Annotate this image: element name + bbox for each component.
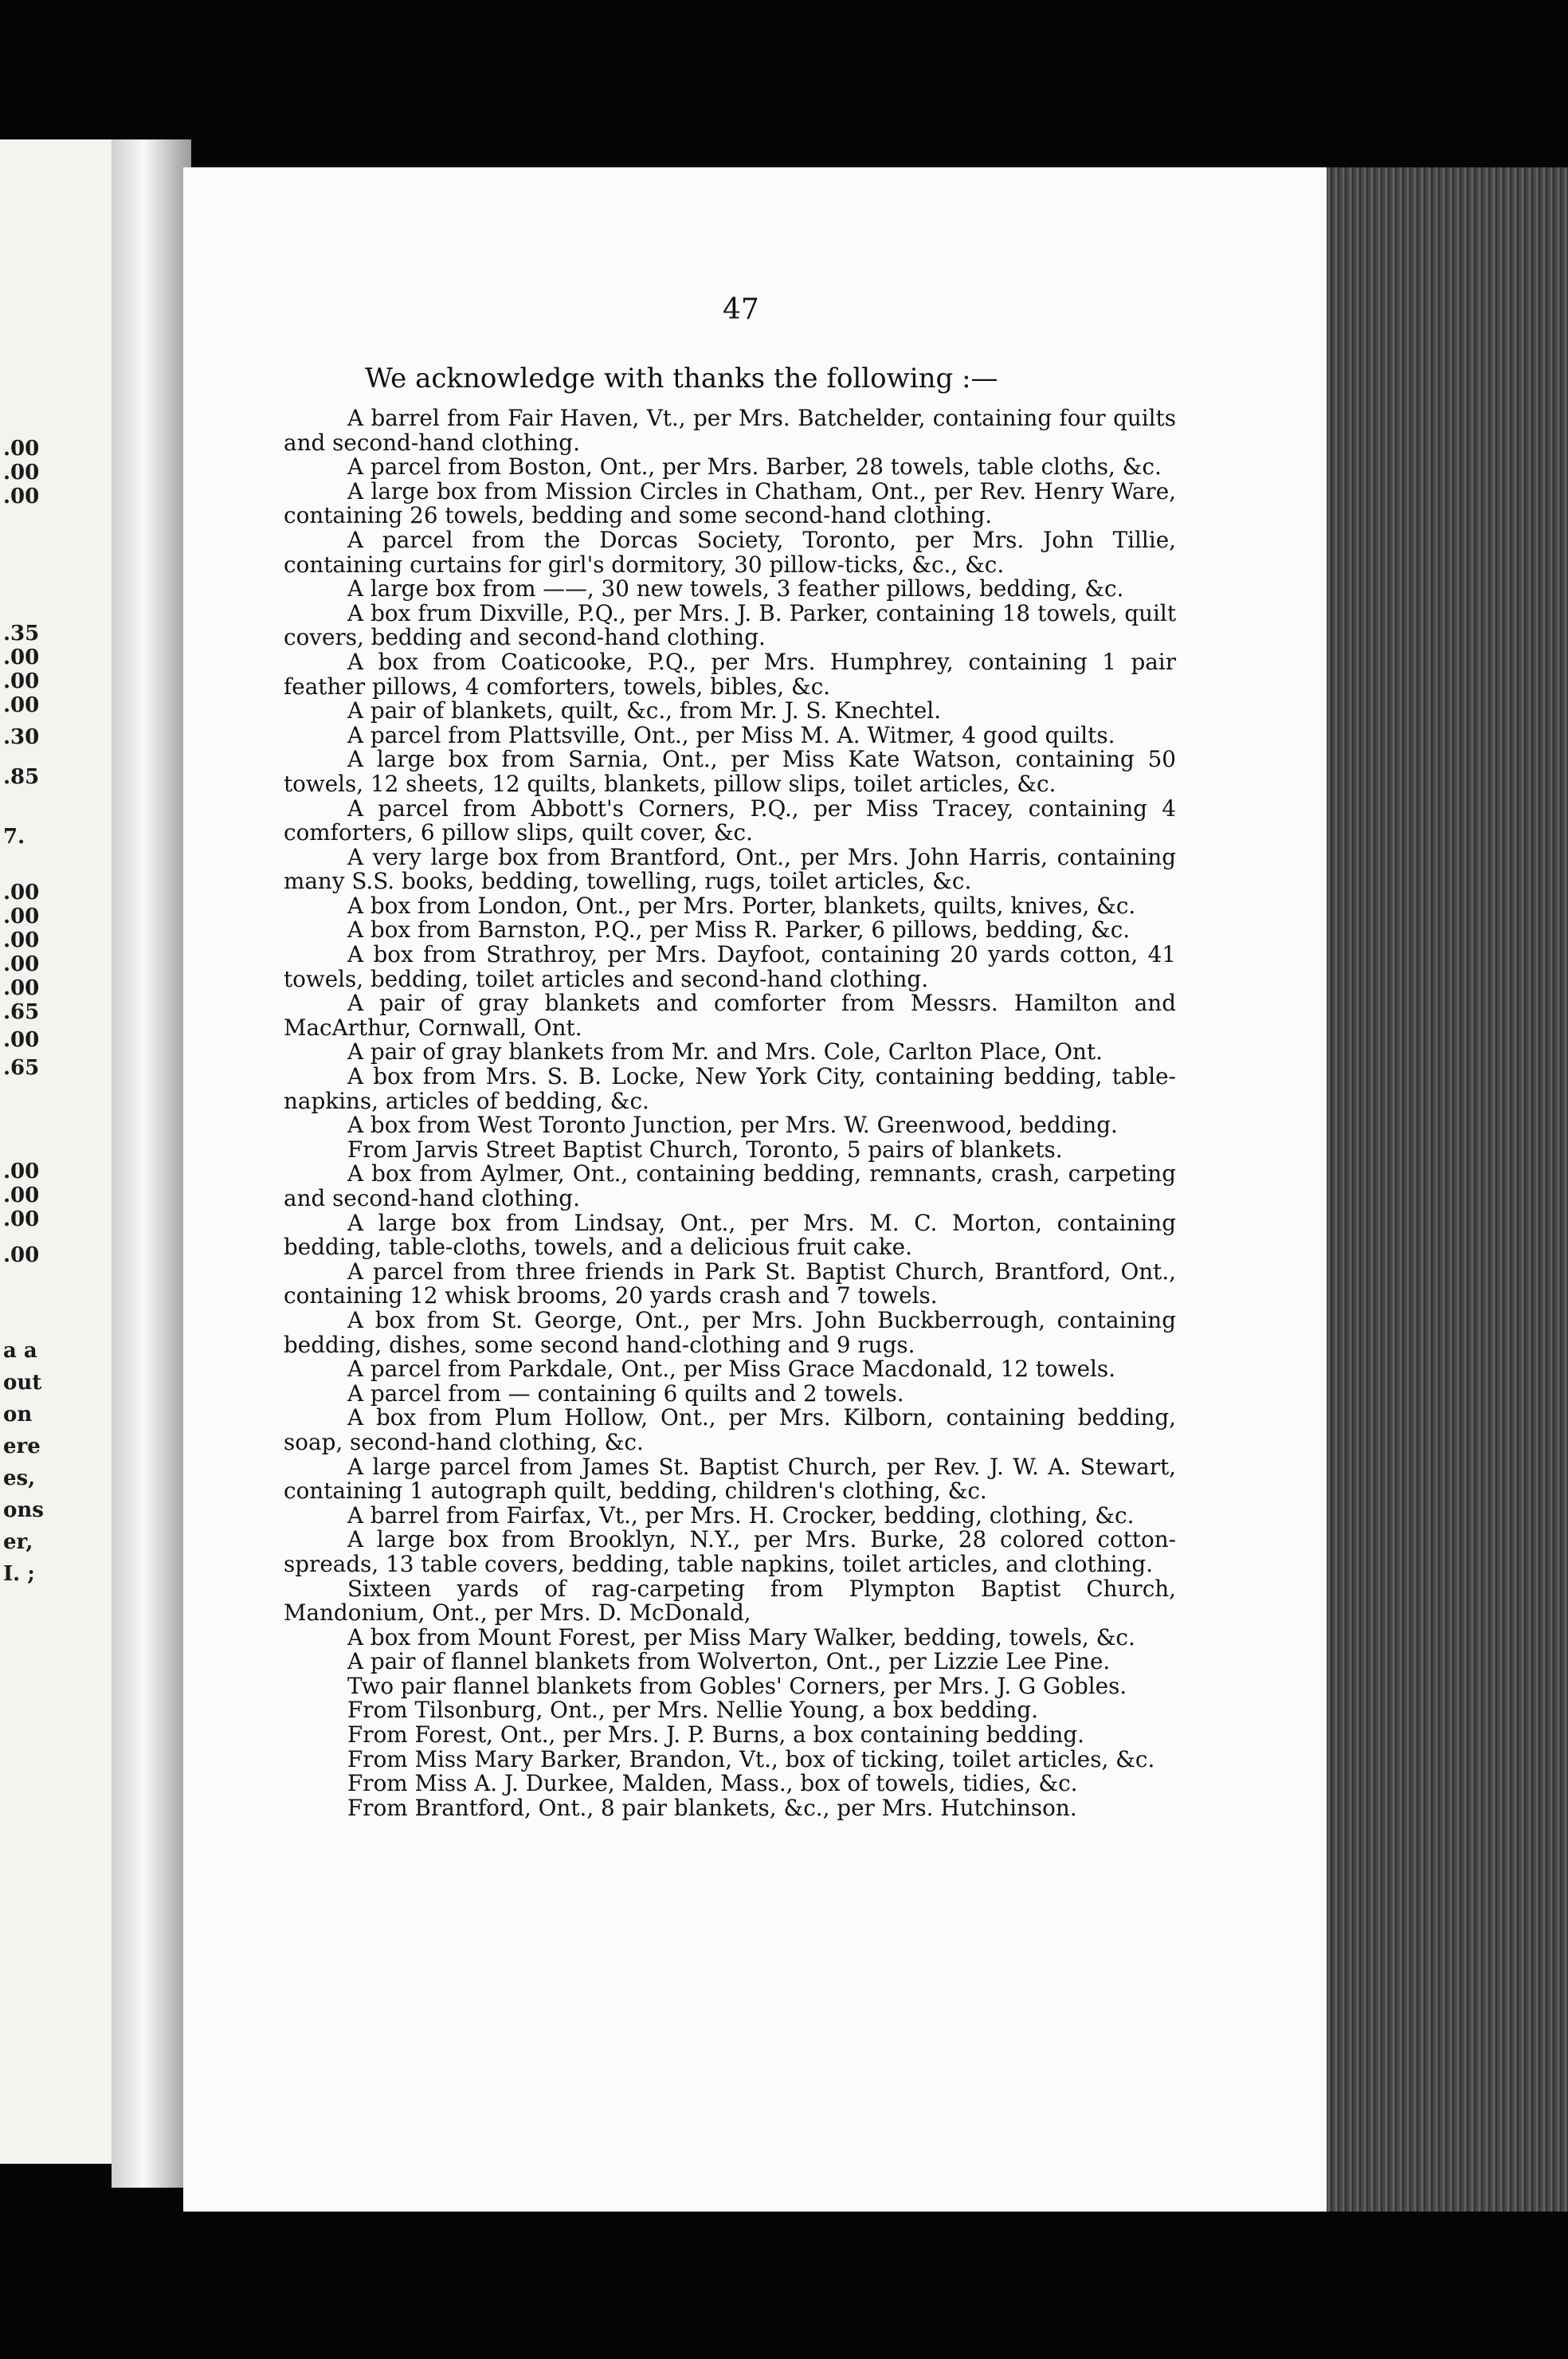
left-page-text-fragment: a a [3,1339,37,1363]
donation-entry: A parcel from Plattsville, Ont., per Miss M. A. Witmer, 4 good quilts. [347,721,1115,748]
donation-entry: A box frum Dixville, P.Q., per Mrs. J. B. Parker, containing 18 towels, quilt covers, bedding and second-hand clothing. [284,599,1176,651]
left-page-text-fragment: .35 [3,622,40,646]
left-page-text-fragment: .65 [3,1056,40,1080]
donation-entry: A large box from Lindsay, Ont., per Mrs. M. C. Morton, containing bedding, table-cloths, towels, and a delicious fruit cake. [284,1209,1176,1261]
donation-entry: From Miss Mary Barker, Brandon, Vt., box of ticking, toilet articles, &c. [347,1745,1155,1772]
donation-entry: A large box from Sarnia, Ont., per Miss Kate Watson, containing 50 towels, 12 sheets, 12 quilts, blankets, pillow slips, toilet articles, &c. [284,746,1176,797]
donation-entry: A parcel from three friends in Park St. Baptist Church, Brantford, Ont., containing 12 whisk brooms, 20 yards crash and 7 towels. [284,1258,1176,1309]
left-page-text-fragment: .00 [3,669,40,693]
left-page-text-fragment: .00 [3,1183,40,1207]
donation-entry: A pair of blankets, quilt, &c., from Mr. J. S. Knechtel. [347,697,942,724]
book-gutter [112,139,191,2188]
donation-entry: From Forest, Ont., per Mrs. J. P. Burns, a box containing bedding. [347,1721,1084,1749]
donation-entry: A very large box from Brantford, Ont., per Mrs. John Harris, containing many S.S. books, bedding, towelling, rugs, toilet articles, &c. [284,843,1176,895]
donation-entry: A large box from Brooklyn, N.Y., per Mrs. Burke, 28 colored cotton-spreads, 13 table covers, bedding, table napkins, toilet articles, and clothing. [284,1526,1176,1577]
donation-entry: A large parcel from James St. Baptist Church, per Rev. J. W. A. Stewart, containing 1 autograph quilt, bedding, children's clothing, &c. [284,1453,1176,1505]
donation-entry: A barrel from Fairfax, Vt., per Mrs. H. Crocker, bedding, clothing, &c. [347,1501,1135,1529]
donation-entry: Two pair flannel blankets from Gobles' Corners, per Mrs. J. G Gobles. [347,1672,1127,1699]
donation-entry: A box from Coaticooke, P.Q., per Mrs. Humphrey, containing 1 pair feather pillows, 4 comforters, towels, bibles, &c. [284,648,1176,700]
left-page-text-fragment: ere [3,1435,41,1458]
acknowledgement-heading: We acknowledge with thanks the following :— [365,363,998,394]
donation-entry: A parcel from — containing 6 quilts and 2 towels. [347,1380,904,1407]
donation-entry: A pair of gray blankets from Mr. and Mrs. Cole, Carlton Place, Ont. [347,1038,1103,1066]
left-page-text-fragment: .00 [3,1028,40,1052]
left-page-text-fragment: .00 [3,952,40,976]
left-page-text-fragment: .00 [3,437,40,461]
left-page-text-fragment: .00 [3,928,40,952]
left-page-text-fragment: ons [3,1498,44,1522]
left-page-text-fragment: .00 [3,1207,40,1231]
left-page-text-fragment: .00 [3,881,40,905]
donation-entry: A pair of flannel blankets from Wolverton, Ont., per Lizzie Lee Pine. [347,1648,1111,1675]
donation-entry: A box from Aylmer, Ont., containing bedding, remnants, crash, carpeting and second-hand clothing. [284,1160,1176,1211]
page-block-edge [1327,167,1568,2212]
donation-entry: From Jarvis Street Baptist Church, Toronto, 5 pairs of blankets. [347,1136,1063,1163]
left-page-text-fragment: on [3,1403,33,1427]
donation-entry: A box from Strathroy, per Mrs. Dayfoot, containing 20 yards cotton, 41 towels, bedding, toilet articles and second-hand clothing. [284,941,1176,992]
donation-list [284,406,1176,1820]
left-page-text-fragment: .00 [3,1243,40,1267]
left-page-margin-fragments [0,139,48,2164]
donation-entry: A box from Mount Forest, per Miss Mary Walker, bedding, towels, &c. [347,1623,1135,1651]
donation-entry: From Tilsonburg, Ont., per Mrs. Nellie Young, a box bedding. [347,1697,1038,1724]
left-facing-page [0,139,120,2164]
left-page-text-fragment: .00 [3,976,40,1000]
donation-entry: A box from Barnston, P.Q., per Miss R. Parker, 6 pillows, bedding, &c. [347,917,1131,944]
donation-entry: A box from Plum Hollow, Ont., per Mrs. Kilborn, containing bedding, soap, second-hand clothing, &c. [284,1404,1176,1455]
donation-entry: A box from Mrs. S. B. Locke, New York City, containing bedding, table-napkins, articles of bedding, &c. [284,1063,1176,1114]
donation-entry: A large box from Mission Circles in Chatham, Ont., per Rev. Henry Ware, containing 26 towels, bedding and some second-hand clothing. [284,477,1176,529]
donation-entry: A barrel from Fair Haven, Vt., per Mrs. Batchelder, containing four quilts and second-hand clothing. [284,405,1176,456]
donation-entry: A parcel from the Dorcas Society, Toronto, per Mrs. John Tillie, containing curtains for girl's dormitory, 30 pillow-ticks, &c., &c. [284,526,1176,578]
donation-entry: A large box from ——, 30 new towels, 3 feather pillows, bedding, &c. [347,575,1124,603]
donation-entry: A parcel from Abbott's Corners, P.Q., per Miss Tracey, containing 4 comforters, 6 pillow slips, quilt cover, &c. [284,795,1176,846]
donation-entry: A box from St. George, Ont., per Mrs. John Buckberrough, containing bedding, dishes, some second hand-clothing and 9 rugs. [284,1306,1176,1358]
left-page-text-fragment: es, [3,1466,36,1490]
left-page-text-fragment: out [3,1371,42,1395]
left-page-text-fragment: .00 [3,646,40,669]
left-page-text-fragment: .65 [3,1000,40,1024]
donation-entry: A pair of gray blankets and comforter from Messrs. Hamilton and MacArthur, Cornwall, Ont. [284,990,1176,1041]
donation-entry: A box from West Toronto Junction, per Mrs. W. Greenwood, bedding. [347,1112,1118,1139]
left-page-text-fragment: 7. [3,825,25,849]
donation-entry: Sixteen yards of rag-carpeting from Plympton Baptist Church, Mandonium, Ont., per Mrs. D. McDonald, [284,1575,1176,1627]
left-page-text-fragment: .00 [3,485,40,508]
left-page-text-fragment: .00 [3,693,40,717]
left-page-text-fragment: .00 [3,461,40,485]
left-page-text-fragment: I. ; [3,1562,35,1586]
left-page-text-fragment: .00 [3,905,40,928]
donation-entry: From Miss A. J. Durkee, Malden, Mass., box of towels, tidies, &c. [347,1770,1078,1797]
donation-entry: A parcel from Boston, Ont., per Mrs. Barber, 28 towels, table cloths, &c. [347,453,1162,481]
left-page-text-fragment: er, [3,1530,33,1554]
left-page-text-fragment: .85 [3,765,40,789]
page-number: 47 [723,293,759,326]
donation-entry: From Brantford, Ont., 8 pair blankets, &c., per Mrs. Hutchinson. [347,1794,1077,1821]
donation-entry: A box from London, Ont., per Mrs. Porter, blankets, quilts, knives, &c. [347,892,1136,919]
left-page-text-fragment: .00 [3,1160,40,1183]
left-page-text-fragment: .30 [3,725,40,749]
donation-entry: A parcel from Parkdale, Ont., per Miss Grace Macdonald, 12 towels. [347,1356,1116,1383]
